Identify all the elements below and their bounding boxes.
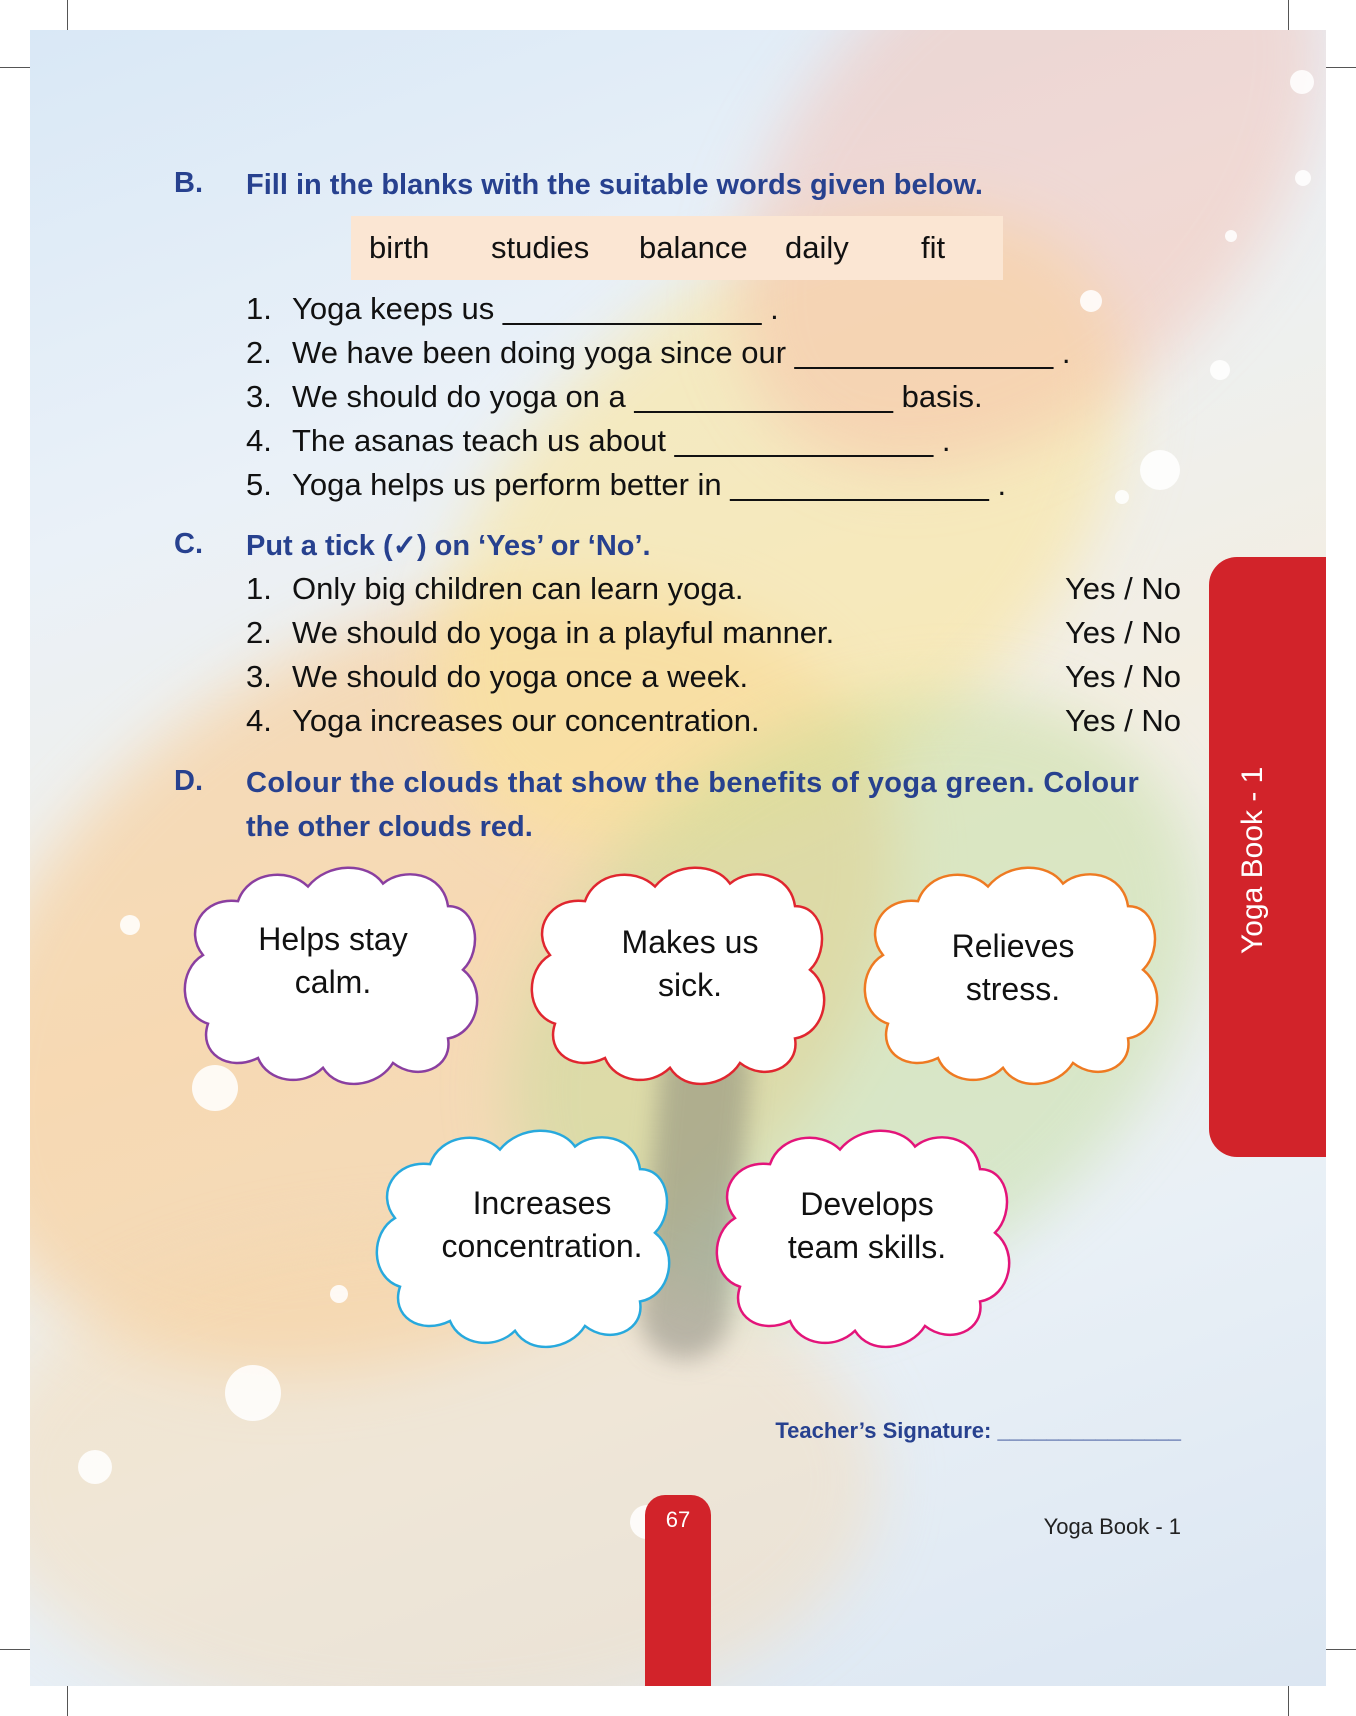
word-bank-item: balance: [639, 230, 748, 265]
section-d-letter: D.: [174, 765, 203, 797]
list-item-number: 2.: [246, 335, 272, 370]
cloud-label-line: concentration.: [441, 1228, 643, 1264]
cloud-label-line: calm.: [294, 964, 372, 1000]
list-item-number: 1.: [246, 291, 272, 326]
cloud-label-line: sick.: [658, 967, 722, 1003]
word-bank-item: birth: [369, 230, 430, 265]
true-false-item: Yoga increases our concentration.: [292, 703, 760, 738]
cloud-label-line: team skills.: [787, 1229, 947, 1265]
cloud-label-line: Relieves: [951, 928, 1075, 964]
cloud-label-line: Helps stay: [258, 921, 408, 957]
list-item-number: 3.: [246, 379, 272, 414]
section-b-letter: B.: [174, 167, 203, 199]
list-item-number: 4.: [246, 703, 272, 738]
word-bank-item: studies: [491, 230, 590, 265]
list-item-number: 2.: [246, 615, 272, 650]
footer-book-title: Yoga Book - 1: [1043, 1514, 1181, 1539]
fill-blank-item: The asanas teach us about _______________ .: [292, 423, 951, 458]
cloud-label: [402, 1182, 682, 1268]
fill-blank-item: Yoga helps us perform better in _______________ .: [292, 467, 1007, 502]
true-false-item: We should do yoga in a playful manner.: [292, 615, 835, 650]
page-number: 67: [665, 1507, 691, 1532]
section-c-title: Put a tick (✓) on ‘Yes’ or ‘No’.: [246, 530, 651, 562]
cloud-label-line: Develops: [800, 1186, 934, 1222]
section-b-title: Fill in the blanks with the suitable words given below.: [246, 169, 983, 201]
cloud-label-line: stress.: [965, 971, 1061, 1007]
teacher-signature: Teacher’s Signature: _______________: [775, 1418, 1181, 1443]
yes-no-option[interactable]: Yes / No: [1064, 703, 1181, 738]
list-item-number: 3.: [246, 659, 272, 694]
side-tab-label: Yoga Book - 1: [1236, 766, 1269, 954]
cloud-label: [208, 918, 458, 1004]
true-false-item: We should do yoga once a week.: [292, 659, 749, 694]
yes-no-option[interactable]: Yes / No: [1064, 659, 1181, 694]
fill-blank-item: Yoga keeps us _______________ .: [292, 291, 779, 326]
cloud-label: [888, 925, 1138, 1011]
cloud-label-line: Increases: [472, 1185, 612, 1221]
cloud-label: [565, 921, 815, 1007]
list-item-number: 4.: [246, 423, 272, 458]
yes-no-option[interactable]: Yes / No: [1064, 571, 1181, 606]
true-false-item: Only big children can learn yoga.: [292, 571, 744, 606]
cloud-label: [742, 1183, 992, 1269]
cloud-label-line: Makes us: [621, 924, 759, 960]
list-item-number: 1.: [246, 571, 272, 606]
word-bank-item: fit: [921, 230, 946, 265]
fill-blank-item: We should do yoga on a _______________ basis.: [292, 379, 983, 414]
section-d-title-line1: Colour the clouds that show the benefits of yoga green. Colour: [246, 767, 1140, 799]
word-bank-item: daily: [785, 230, 849, 265]
yes-no-option[interactable]: Yes / No: [1064, 615, 1181, 650]
fill-blank-item: We have been doing yoga since our _______________ .: [292, 335, 1071, 370]
section-c-letter: C.: [174, 528, 203, 560]
section-d-title-line2: the other clouds red.: [246, 811, 533, 843]
list-item-number: 5.: [246, 467, 272, 502]
